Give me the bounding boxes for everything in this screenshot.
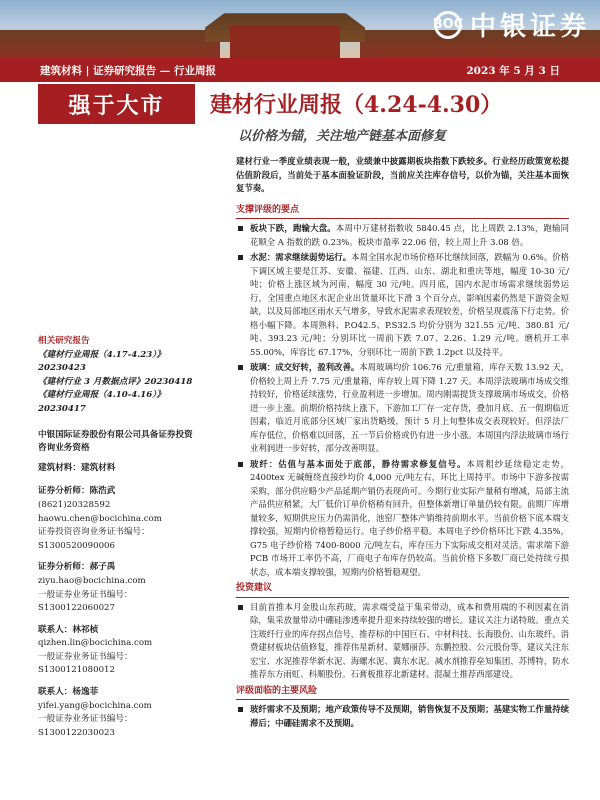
analyst-email[interactable]: ziyu.hao@bocichina.com bbox=[38, 575, 146, 586]
related-report[interactable]: 《建材行业 3 月数据点评》20230418 bbox=[38, 376, 193, 387]
analyst-card bbox=[38, 561, 198, 615]
key-point-lead: 玻璃：成交好转，盈利改善。 bbox=[250, 362, 360, 372]
key-point-text: 本周粗纱延续稳定走势，2400tex 无碱缠绕直接纱均价 4,000 元/吨左右，环比上周持平。市场中下游多按需采购，部分供应略少产品延期产销仍表现尚可。今期行业实际产量稍有增减，局部主流产品供应稍紧，大厂低价订单价格稍有回升，但整体新增订单量仍较有限。前期厂库增量较多，短期供应压力仍需消化，池窑厂整体产销维持前期水平。当前价格下底本端支撑较强，短期内价格暂稳运行。电子纱价格平稳。本周电子纱价格环比下跌 4.35%，G75 电子纱价格 7400-8000 元/吨左右，库存压力下实际成交相对灵活。需求端下游 PCB 市场开工率仍不高，厂商电子布库存仍较高。当前价格下多数厂商已处持续亏损状态，成本端支撑较强，短期内价格暂稳观望。 bbox=[250, 458, 570, 577]
main-content bbox=[236, 155, 569, 732]
key-point bbox=[236, 458, 569, 580]
analyst-email[interactable]: yifei.yang@bocichina.com bbox=[38, 700, 152, 711]
investment-advice: 目前首推本月金股山东药玻，需求端受益于集采带动，成本和费用端的不利因素在消除，集采放量带动中硼硅渗透率提升迎来持续较强的增长。建议关注力诺特玻。重点关注玻纤行业的库存拐点信号，推荐标的中国巨石、中材科技、长海股份、山东玻纤。消费建材板块估值修复，推荐伟星新材、蒙娜丽莎、东鹏控股、公元股份等，建议关注东宏宝、水泥推荐华新水泥、海螺水泥、冀东水泥。减水剂推荐垒知集团、苏博特，防水推荐东方雨虹、科顺股份。石膏板推荐北新建材。混凝土推荐西部建设。 bbox=[236, 601, 569, 682]
analyst-cert: 一般证券业务证书编号：S1300122030023 bbox=[38, 714, 133, 738]
analyst-name: 联系人：林祁桢 bbox=[38, 624, 99, 635]
report-subtitle: 以价格为锚，关注地产链基本面修复 bbox=[238, 129, 447, 144]
company-logo bbox=[434, 6, 590, 43]
analyst-card bbox=[38, 485, 198, 553]
key-point-text: 本周中万建材指数收 5840.45 点，比上周跌 2.13%，跑输同花顺全 A 指数的跌 0.23%。板块市盈率 22.06 倍，较上周上升 3.08 倍。 bbox=[250, 223, 569, 247]
analyst-name: 证券分析师：郝子禹 bbox=[38, 562, 116, 573]
section-title-investment: 投资建议 bbox=[236, 582, 569, 598]
section-title-key-points: 支撑评级的要点 bbox=[236, 204, 569, 220]
logo-mark-icon: BOC bbox=[434, 11, 462, 39]
key-point-text: 本周全国水泥市场价格环比继续回落，跌幅为 0.6%。价格下调区域主要是江苏、安徽、福建、江西、山东、湖北和重庆等地，幅度 10-30 元/吨；价格上涨区域为河南，幅度 30 元/吨。四月底，国内水泥市场需求继续弱势运行，全国重点地区水泥企业出货量环比下滑 3 个百分点，影响因素仍然是下游资金短缺，以及局部地区雨水天气增多，导致水泥需求表现较差，价格呈现震荡下行走势。价格小幅下降。本周熟料、P.O42.5、P.S32.5 均价分别为 321.55 元/吨、380.81 元/吨、393.23 元/吨；分别环比一周前下跌 7.07、2.26、1.29 元/吨。磨机开工率 55.00%，库容比 67.17%，分别环比一周前下跌 1.2pct 以及持平。 bbox=[250, 252, 570, 357]
analyst-card bbox=[38, 686, 198, 740]
key-point-text: 本周玻璃均价 106.76 元/重量箱，库存天数 13.92 天，价格较上周上升 7.75 元/重量箱，库存较上周下降 1.27 天。本周浮法玻璃市场成交维持较好，价格延续涨势，行业盈利进一步增加。周内刚需提货支撑玻璃市场成交，价格进一步上涨。前期价格持续上涨下，下游加工厂存一定存货，叠加月底、五一假期临近因素，临近月底部分区域厂家出货略缓，预计 5 月上旬整体成交表现较好。但浮法厂库存低位，价格难以回落，五一节后价格或仍有进一步小涨。本周国内浮法玻璃市场行业利润进一步好转，部分改善明显。 bbox=[250, 362, 570, 453]
analyst-cert: 证券投资咨询业务证书编号：S1300520090006 bbox=[38, 527, 150, 551]
analyst-card bbox=[38, 624, 198, 678]
sector-label: 建筑材料：建筑材料 bbox=[38, 462, 116, 473]
logo-text: 中银证券 bbox=[469, 12, 590, 42]
meta-bar bbox=[0, 58, 600, 82]
summary-paragraph: 建材行业一季度业绩表现一般，业绩兼中披露期板块指数下跌较多。行业经历政策宽松提估值阶段后，当前处于基本面验证阶段，当前应关注库存信号，以价为锚，关注基本面恢复节奏。 bbox=[236, 156, 569, 193]
related-report[interactable]: 《建材行业周报（4.10-4.16）》20230417 bbox=[38, 390, 166, 414]
palace-wall-left bbox=[0, 30, 220, 58]
analyst-phone: (8621)20328592 bbox=[38, 499, 111, 510]
analyst-cert: 一般证券业务证书编号：S1300122060027 bbox=[38, 589, 133, 614]
organization: 中银国际证券股份有限公司具备证券投资咨询业务资格 bbox=[38, 429, 193, 454]
key-point-lead: 板块下跌，跑输大盘。 bbox=[250, 223, 336, 233]
sidebar bbox=[38, 335, 198, 748]
section-title-risk: 评级面临的主要风险 bbox=[236, 685, 569, 701]
analyst-name: 证券分析师：陈浩武 bbox=[38, 486, 116, 497]
key-point bbox=[236, 361, 569, 456]
key-point-lead: 玻纤：估值与基本面处于底部，静待需求修复信号。 bbox=[250, 458, 467, 469]
related-reports-title: 相关研究报告 bbox=[38, 336, 90, 346]
header-banner-image bbox=[0, 0, 600, 58]
key-point bbox=[236, 251, 569, 359]
analyst-cert: 一般证券业务证书编号：S1300121080012 bbox=[38, 651, 133, 676]
report-date: 2023 年 5 月 3 日 bbox=[466, 64, 560, 77]
related-report[interactable]: 《建材行业周报（4.17-4.23）》20230423 bbox=[38, 349, 166, 374]
key-point bbox=[236, 222, 569, 249]
risk-text: 玻纤需求不及预期；地产政策传导不及预期，销售恢复不及预期；基建实物工作量持续滞后；中硼硅需求不及预期。 bbox=[236, 703, 569, 730]
analyst-name: 联系人：杨逸菲 bbox=[38, 687, 99, 698]
analyst-email[interactable]: qizhen.lin@bocichina.com bbox=[38, 638, 153, 649]
palace-hall bbox=[230, 26, 340, 58]
rating-badge: 强于大市 bbox=[38, 84, 195, 124]
report-title: 建材行业周报（4.24-4.30） bbox=[210, 92, 503, 118]
analyst-email[interactable]: haowu.chen@bocichina.com bbox=[38, 513, 162, 524]
report-category: 建筑材料 | 证券研究报告 — 行业周报 bbox=[40, 64, 216, 77]
key-point-lead: 水泥：需求继续弱势运行。 bbox=[250, 252, 352, 262]
